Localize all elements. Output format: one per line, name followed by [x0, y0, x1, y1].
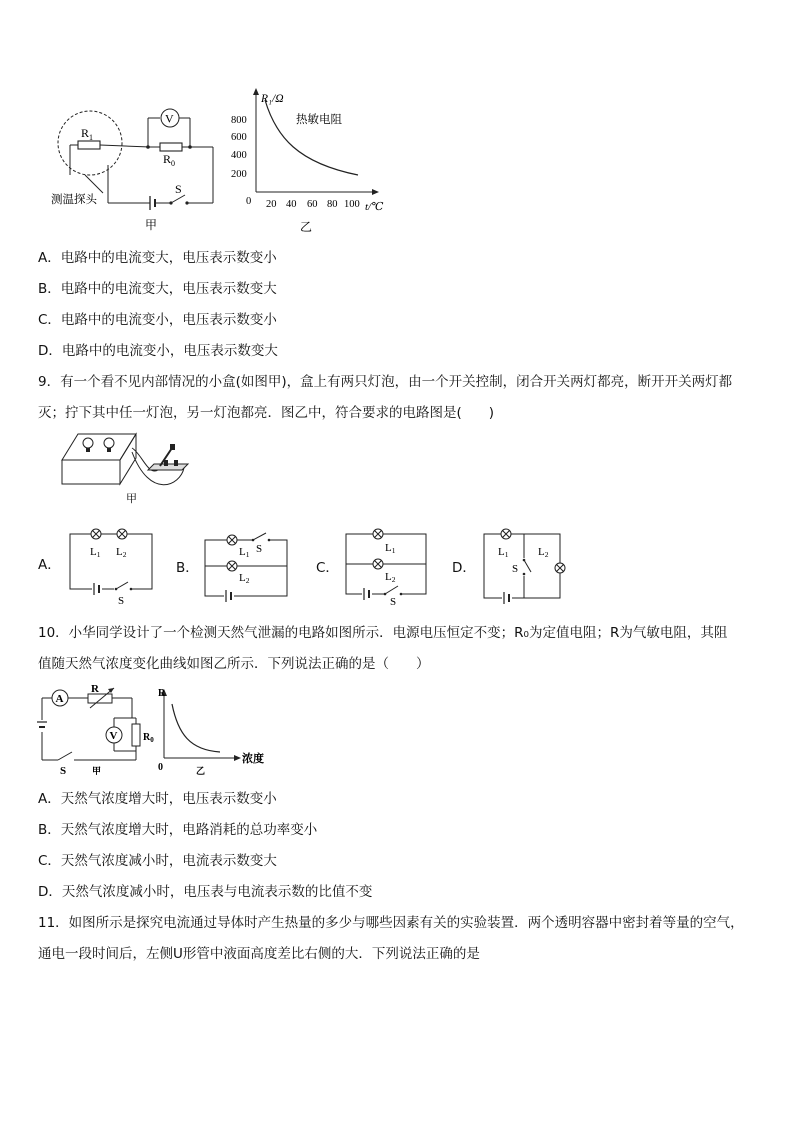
svg-text:L2: L2 — [385, 571, 396, 584]
y-tick: 800 — [231, 115, 247, 126]
q9-circuit-c — [340, 524, 432, 606]
lamp-l2-icon — [117, 529, 127, 539]
q8-option-a: A．电路中的电流变大，电压表示数变小 — [38, 250, 277, 266]
caption-jia: 甲 — [92, 767, 102, 776]
lamp-l1-icon — [501, 529, 511, 539]
y-tick: 400 — [231, 150, 247, 161]
resistor-r0 — [160, 143, 182, 151]
x-tick: 20 — [266, 199, 277, 210]
x-axis-label: t/℃ — [365, 201, 384, 213]
voltmeter-label: V — [109, 730, 118, 742]
q10-text-line2: 值随天然气浓度变化曲线如图乙所示．下列说法正确的是（ ） — [38, 656, 430, 672]
lamp-icon — [373, 559, 383, 569]
q11-text-line1: 11．如图所示是探究电流通过导体时产生热量的多少与哪些因素有关的实验装置．两个透明容器中密封着等量的空气， — [38, 915, 744, 931]
q9-circuit-d — [476, 524, 576, 606]
curve-label: 热敏电阻 — [296, 112, 342, 126]
r0-label: $R_0$ — [163, 152, 176, 168]
x-tick: 40 — [286, 199, 297, 210]
switch-s — [171, 195, 185, 203]
y-ticks — [231, 115, 247, 180]
probe-dashed-circle — [58, 111, 122, 175]
svg-text:L1: L1 — [239, 546, 250, 559]
x-tick: 60 — [307, 199, 318, 210]
resistance-curve — [172, 704, 220, 752]
switch-label: S — [175, 182, 182, 196]
voltmeter-label: V — [165, 111, 174, 126]
q10-option-d: D．天然气浓度减小时，电压表与电流表示数的比值不变 — [38, 884, 373, 900]
caption-yi: 乙 — [300, 220, 313, 234]
resistor-r1 — [78, 141, 100, 149]
q9-option-a-label: A． — [38, 557, 61, 573]
q9-text-line2: 灭；拧下其中任一灯泡，另一灯泡都亮．图乙中，符合要求的电路图是( ) — [38, 405, 495, 421]
resistor-r0 — [132, 724, 140, 746]
q10-option-a: A．天然气浓度增大时，电压表示数变小 — [38, 791, 277, 807]
q10-option-c: C．天然气浓度减小时，电流表示数变大 — [38, 853, 277, 869]
q9-text-line1: 9．有一个看不见内部情况的小盒(如图甲)，盒上有两只灯泡，由一个开关控制，闭合开关两灯都亮，断开开关两灯都 — [38, 374, 733, 390]
svg-text:S: S — [512, 563, 519, 575]
q8-option-c: C．电路中的电流变小，电压表示数变小 — [38, 312, 277, 328]
svg-text:L1: L1 — [90, 546, 101, 559]
svg-text:S: S — [256, 543, 263, 555]
q9-option-b-label: B． — [176, 560, 199, 576]
svg-text:S: S — [118, 595, 125, 606]
switch-s — [58, 752, 72, 760]
svg-text:L2: L2 — [538, 546, 549, 559]
q9-option-d-label: D． — [452, 560, 476, 576]
probe-label: 测温探头 — [51, 192, 97, 206]
q10-circuit-figure — [36, 684, 166, 776]
r-label: R — [91, 684, 99, 695]
x-tick: 100 — [344, 199, 360, 210]
y-tick: 600 — [231, 132, 247, 143]
origin-label: 0 — [246, 196, 252, 207]
graph-x-label: 浓度 — [242, 752, 264, 765]
svg-text:S: S — [390, 596, 397, 606]
graph-origin: 0 — [158, 762, 163, 773]
y-tick: 200 — [231, 169, 247, 180]
svg-text:L1: L1 — [498, 546, 509, 559]
q8-circuit-figure — [45, 85, 235, 235]
q9-option-c-label: C． — [316, 560, 339, 576]
q8-option-b: B．电路中的电流变大，电压表示数变大 — [38, 281, 277, 297]
q9-circuit-a — [66, 524, 158, 606]
r1-label: $R_1$ — [81, 126, 94, 142]
x-tick: 80 — [327, 199, 338, 210]
bulb-icon — [104, 438, 114, 452]
y-axis-label: R₁/Ω — [261, 93, 284, 105]
svg-text:L2: L2 — [116, 546, 127, 559]
graph-y-label: R — [158, 688, 166, 699]
q10-option-b: B．天然气浓度增大时，电路消耗的总功率变小 — [38, 822, 318, 838]
caption-yi: 乙 — [196, 767, 206, 776]
q10-text-line1: 10．小华同学设计了一个检测天然气泄漏的电路如图所示．电源电压恒定不变；R₀为定值电阻；R为气敏电阻，其阻 — [38, 625, 728, 641]
lamp-l2-icon — [555, 563, 565, 573]
gas-resistor-r — [88, 694, 112, 703]
lamp-l2-icon — [227, 561, 237, 571]
lamp-l1-icon — [227, 535, 237, 545]
bulb-icon — [83, 438, 93, 452]
q11-text-line2: 通电一段时间后，左侧U形管中液面高度差比右侧的大．下列说法正确的是 — [38, 946, 480, 962]
knife-switch-icon — [148, 444, 188, 470]
r0-label: $R_0$ — [143, 732, 154, 744]
lamp-l1-icon — [91, 529, 101, 539]
svg-text:L1: L1 — [385, 542, 396, 555]
q10-resistance-graph — [154, 684, 274, 776]
ammeter-label: A — [55, 693, 64, 705]
svg-text:L2: L2 — [239, 572, 250, 585]
q9-circuit-b — [200, 524, 292, 606]
q8-option-d: D．电路中的电流变小，电压表示数变大 — [38, 343, 278, 359]
caption-jia: 甲 — [126, 492, 137, 505]
q9-box-figure — [60, 430, 200, 508]
switch-label: S — [60, 765, 67, 776]
lamp-l1-icon — [373, 529, 383, 539]
caption-jia: 甲 — [145, 218, 158, 232]
thermistor-graph — [228, 85, 398, 240]
x-ticks — [266, 199, 360, 210]
